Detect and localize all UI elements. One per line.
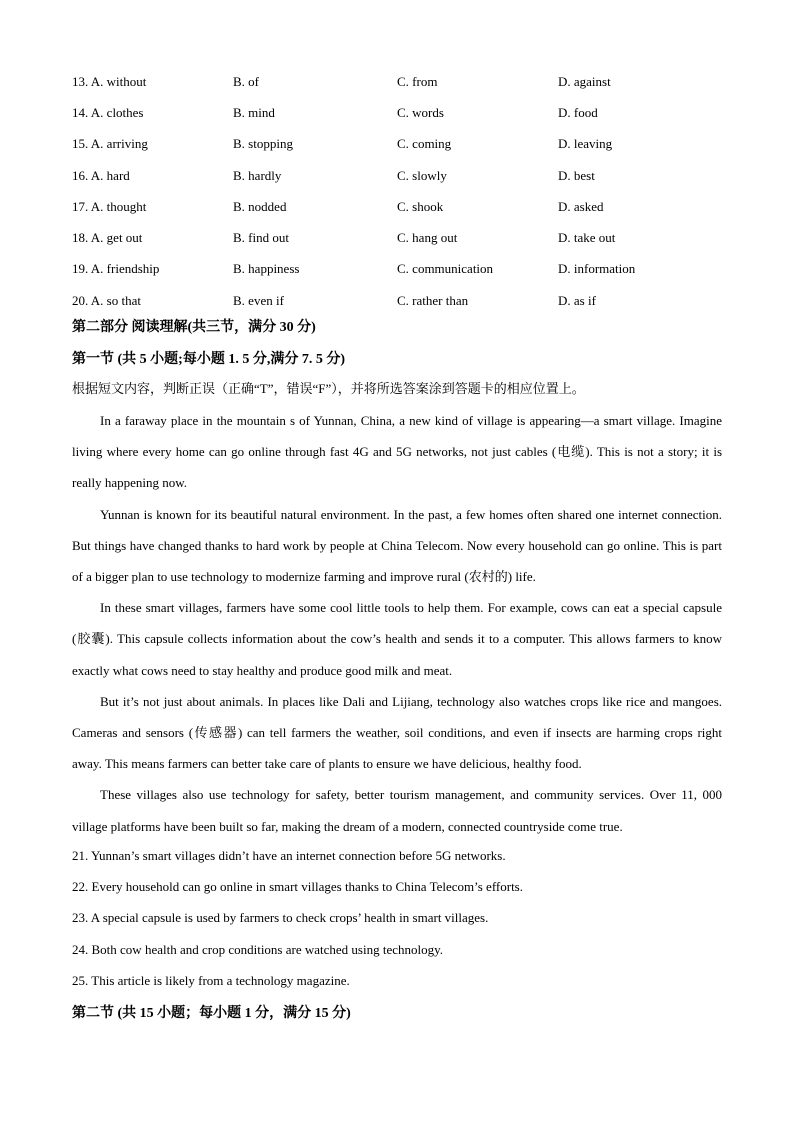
statement-21: 21. Yunnan’s smart villages didn’t have an internet connection before 5G networks.	[72, 848, 506, 863]
instruction: 根据短文内容，判断正误（正确“T”，错误“F”），并将所选答案涂到答题卡的相应位置上。	[72, 381, 585, 396]
option-b: B. happiness	[233, 261, 300, 277]
option-a: 19. A. friendship	[72, 261, 160, 277]
option-d: D. information	[558, 261, 636, 277]
option-d: D. leaving	[558, 136, 613, 152]
option-d: D. against	[558, 73, 611, 89]
paragraph-3: In these smart villages, farmers have some cool little tools to help them. For example, cows can eat a special capsule (胶囊). This capsule collects information about the cow’s health and sends it to a computer. This allows farmers to know exactly what cows need to stay healthy and produce good milk and meat.	[72, 600, 722, 678]
option-row-15	[72, 129, 732, 160]
option-row-18	[72, 222, 732, 253]
reading-passage	[72, 405, 722, 842]
option-c: C. words	[397, 104, 444, 120]
option-a: 14. A. clothes	[72, 104, 144, 120]
true-false-statements	[72, 840, 722, 996]
option-a: 17. A. thought	[72, 198, 147, 214]
option-d: D. asked	[558, 198, 604, 214]
option-a: 18. A. get out	[72, 230, 143, 246]
cloze-options-table	[72, 66, 732, 316]
part2-title: 第二部分 阅读理解(共三节，满分 30 分)	[72, 320, 316, 335]
option-c: C. rather than	[397, 292, 469, 308]
paragraph-5: These villages also use technology for safety, better tourism management, and community services. Over 11, 000 village platforms have been built so far, making the dream of a modern, connected countryside come true.	[72, 787, 722, 834]
option-row-17	[72, 191, 732, 222]
option-b: B. even if	[233, 292, 284, 308]
option-b: B. mind	[233, 104, 275, 120]
option-c: C. coming	[397, 136, 452, 152]
statement-25: 25. This article is likely from a technology magazine.	[72, 972, 350, 988]
option-a: 13. A. without	[72, 73, 147, 89]
option-c: C. hang out	[397, 230, 458, 246]
option-a: 15. A. arriving	[72, 136, 148, 152]
paragraph-2: Yunnan is known for its beautiful natural environment. In the past, a few homes often shared one internet connection. But things have changed thanks to hard work by people at China Telecom. Now every household can go online. This is part of a bigger plan to use technology to modernize farming and improve rural (农村的) life.	[72, 506, 722, 585]
section1-title: 第一节 (共 5 小题;每小题 1. 5 分,满分 7. 5 分)	[72, 352, 345, 367]
option-row-13	[72, 66, 732, 97]
option-a: 16. A. hard	[72, 167, 130, 183]
option-d: D. food	[558, 104, 598, 120]
option-c: C. communication	[397, 261, 494, 277]
option-c: C. slowly	[397, 167, 447, 183]
statement-24: 24. Both cow health and crop conditions are watched using technology.	[72, 941, 444, 957]
paragraph-1: In a faraway place in the mountain s of Yunnan, China, a new kind of village is appearing—a smart village. Imagine living where every home can go online through fast 4G and 5G networks, not just cables (电缆). This is not a story; it is really happening now.	[72, 413, 722, 491]
option-c: C. from	[397, 73, 438, 89]
option-row-19	[72, 254, 732, 285]
option-b: B. hardly	[233, 167, 282, 183]
option-d: D. take out	[558, 230, 616, 246]
option-row-20	[72, 285, 732, 316]
option-b: B. stopping	[233, 136, 293, 152]
statement-22: 22. Every household can go online in smart villages thanks to China Telecom’s efforts.	[72, 879, 523, 895]
option-a: 20. A. so that	[72, 292, 141, 308]
option-b: B. of	[233, 73, 259, 89]
option-b: B. nodded	[233, 198, 287, 214]
option-d: D. as if	[558, 292, 596, 308]
option-b: B. find out	[233, 230, 289, 246]
statement-23: 23. A special capsule is used by farmers to check crops’ health in smart villages.	[72, 910, 489, 926]
option-row-14	[72, 97, 732, 128]
option-c: C. shook	[397, 198, 444, 214]
paragraph-4: But it’s not just about animals. In places like Dali and Lijiang, technology also watches crops like rice and mangoes. Cameras and sensors (传感器) can tell farmers the weather, soil conditions, and even if insects are harming crops right away. This means farmers can better take care of plants to ensure we have delicious, healthy food.	[72, 693, 722, 772]
section2-title: 第二节 (共 15 小题；每小题 1 分，满分 15 分)	[72, 1006, 351, 1021]
option-d: D. best	[558, 167, 595, 183]
option-row-16	[72, 160, 732, 191]
